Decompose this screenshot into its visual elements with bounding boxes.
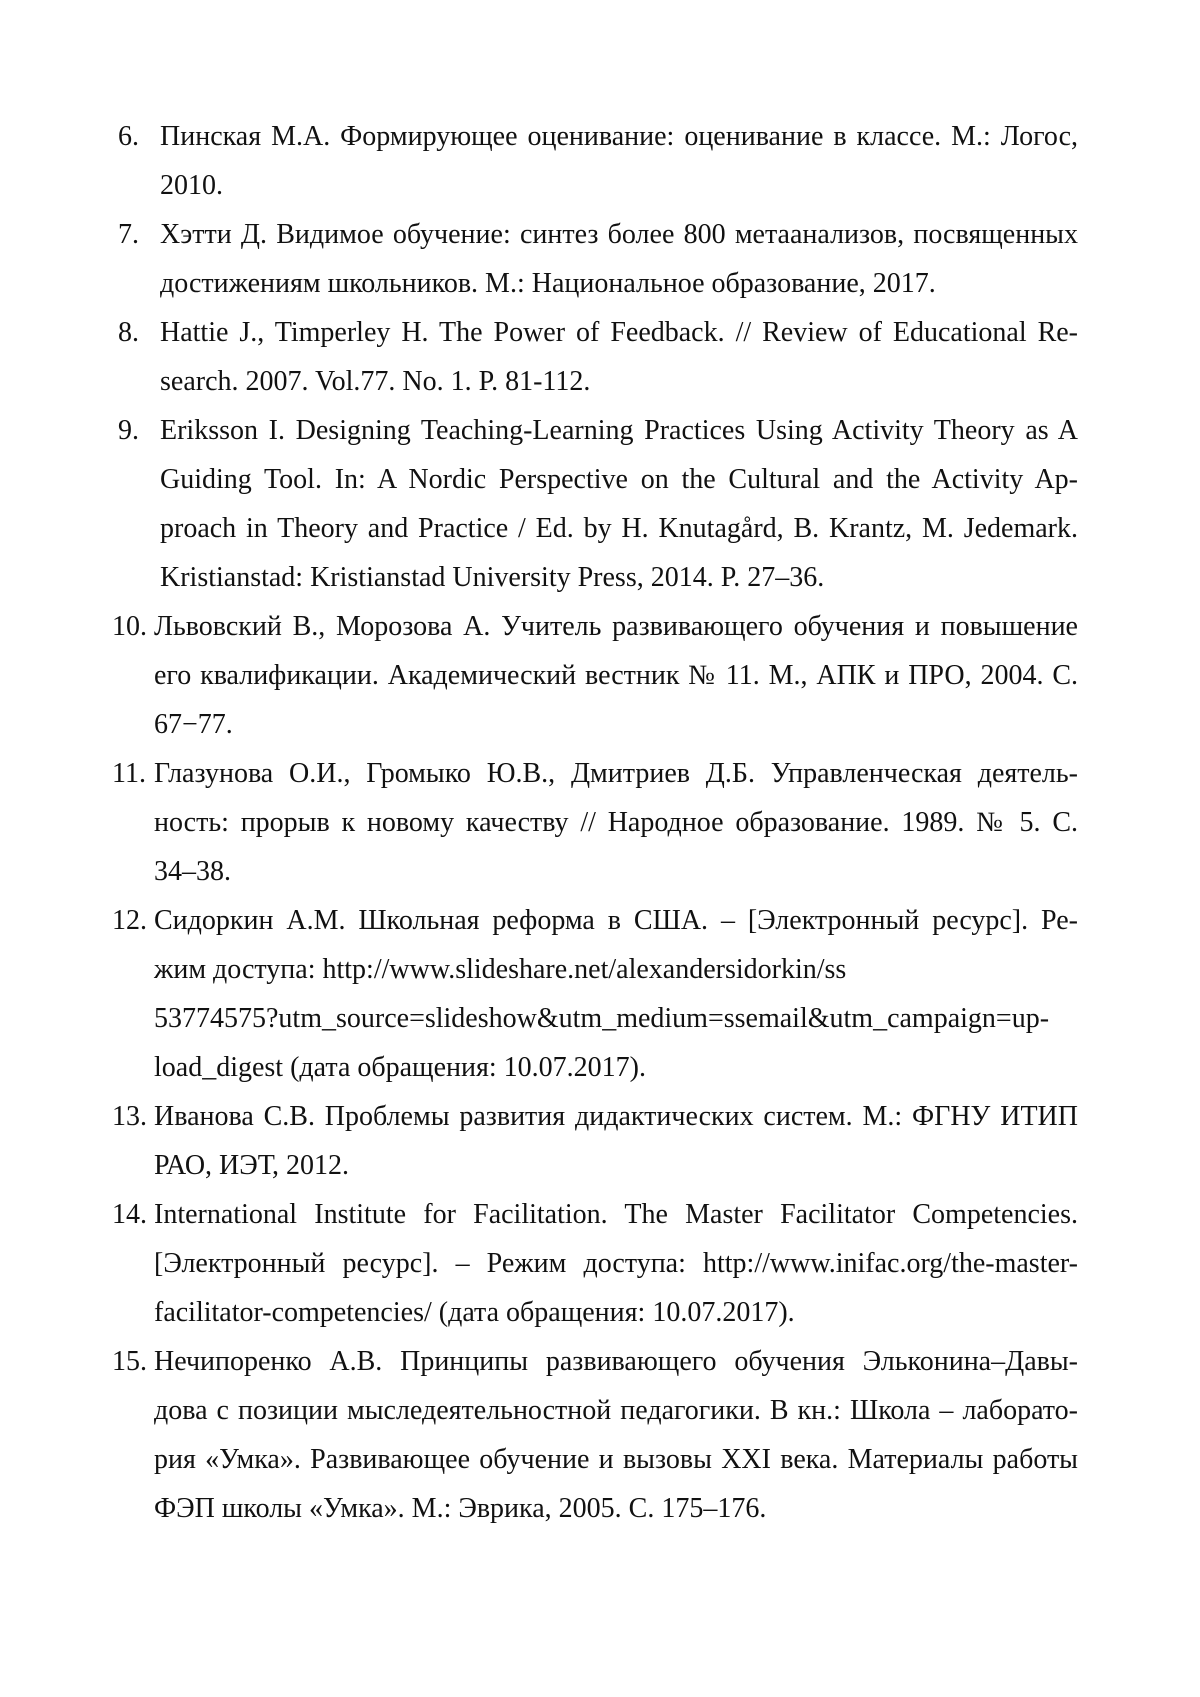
reference-line: РАО, ИЭТ, 2012. [154,1150,350,1181]
reference-item [112,1092,1078,1190]
reference-line: 34–38. [154,856,231,887]
reference-text [160,308,1078,406]
reference-line: его квалификации. Академический вестник № 11. М., АПК и ПРО, 2004. С. [154,660,1078,691]
reference-line: International Institute for Facilitation. The Master Facilitator Competencies. [154,1199,1078,1230]
reference-number: 11. [112,758,146,789]
reference-line: ность: прорыв к новому качеству // Народное образование. 1989. № 5. С. [154,807,1078,838]
reference-line: достижениям школьников. М.: Национальное образование, 2017. [160,268,936,299]
reference-line: 2010. [160,170,223,201]
reference-number: 6. [118,121,139,152]
reference-item [112,896,1078,1092]
reference-line: Иванова С.В. Проблемы развития дидактических систем. М.: ФГНУ ИТИП [154,1101,1078,1132]
reference-number: 8. [118,317,139,348]
reference-list [112,112,1078,1533]
reference-item [112,749,1078,896]
reference-line: Hattie J., Timperley H. The Power of Feedback. // Review of Educational Re- [160,317,1078,348]
reference-item [112,1190,1078,1337]
reference-text [154,1337,1078,1533]
reference-text [154,1092,1078,1190]
reference-item [118,406,1078,602]
reference-line: facilitator-competencies/ (дата обращения: 10.07.2017). [154,1297,795,1328]
reference-text [160,210,1078,308]
reference-line: рия «Умка». Развивающее обучение и вызовы XXI века. Материалы работы [154,1444,1078,1475]
reference-line: load_digest (дата обращения: 10.07.2017). [154,1052,646,1083]
reference-line: 67−77. [154,709,233,740]
reference-line: Нечипоренко А.В. Принципы развивающего обучения Эльконина–Давы- [154,1346,1078,1377]
reference-item [118,210,1078,308]
reference-number: 15. [112,1346,147,1377]
reference-text [154,1190,1078,1337]
reference-number: 13. [112,1101,147,1132]
reference-text [160,112,1078,210]
reference-number: 10. [112,611,147,642]
reference-line: [Электронный ресурс]. – Режим доступа: http://www.inifac.org/the-master- [154,1248,1078,1279]
reference-text [154,749,1078,896]
reference-text [160,406,1078,602]
reference-item [112,1337,1078,1533]
reference-item [118,308,1078,406]
reference-line: 53774575?utm_source=slideshow&utm_medium=ssemail&utm_campaign=up- [154,1003,1050,1034]
reference-line: Kristianstad: Kristianstad University Press, 2014. P. 27–36. [160,562,825,593]
reference-item [118,112,1078,210]
reference-line: Львовский В., Морозова А. Учитель развивающего обучения и повышение [154,611,1078,642]
reference-line: Хэтти Д. Видимое обучение: синтез более 800 метаанализов, посвященных [160,219,1078,250]
reference-line: дова с позиции мыследеятельностной педагогики. В кн.: Школа – лаборато- [154,1395,1078,1426]
reference-text [154,602,1078,749]
reference-line: жим доступа: http://www.slideshare.net/alexandersidorkin/ss [154,954,847,985]
reference-line: Пинская М.А. Формирующее оценивание: оценивание в классе. М.: Логос, [160,121,1078,152]
reference-line: proach in Theory and Practice / Ed. by H. Knutagård, B. Krantz, M. Jedemark. [160,513,1078,544]
reference-item [112,602,1078,749]
reference-text [154,896,1078,1092]
reference-line: Сидоркин А.М. Школьная реформа в США. – [Электронный ресурс]. Ре- [154,905,1078,936]
reference-number: 14. [112,1199,147,1230]
reference-line: Guiding Tool. In: A Nordic Perspective on the Cultural and the Activity Ap- [160,464,1078,495]
reference-number: 12. [112,905,147,936]
reference-line: search. 2007. Vol.77. No. 1. P. 81-112. [160,366,591,397]
reference-line: ФЭП школы «Умка». М.: Эврика, 2005. С. 175–176. [154,1493,767,1524]
reference-number: 9. [118,415,139,446]
reference-line: Eriksson I. Designing Teaching-Learning Practices Using Activity Theory as A [160,415,1078,446]
reference-line: Глазунова О.И., Громыко Ю.В., Дмитриев Д.Б. Управленческая деятель- [154,758,1078,789]
reference-number: 7. [118,219,139,250]
